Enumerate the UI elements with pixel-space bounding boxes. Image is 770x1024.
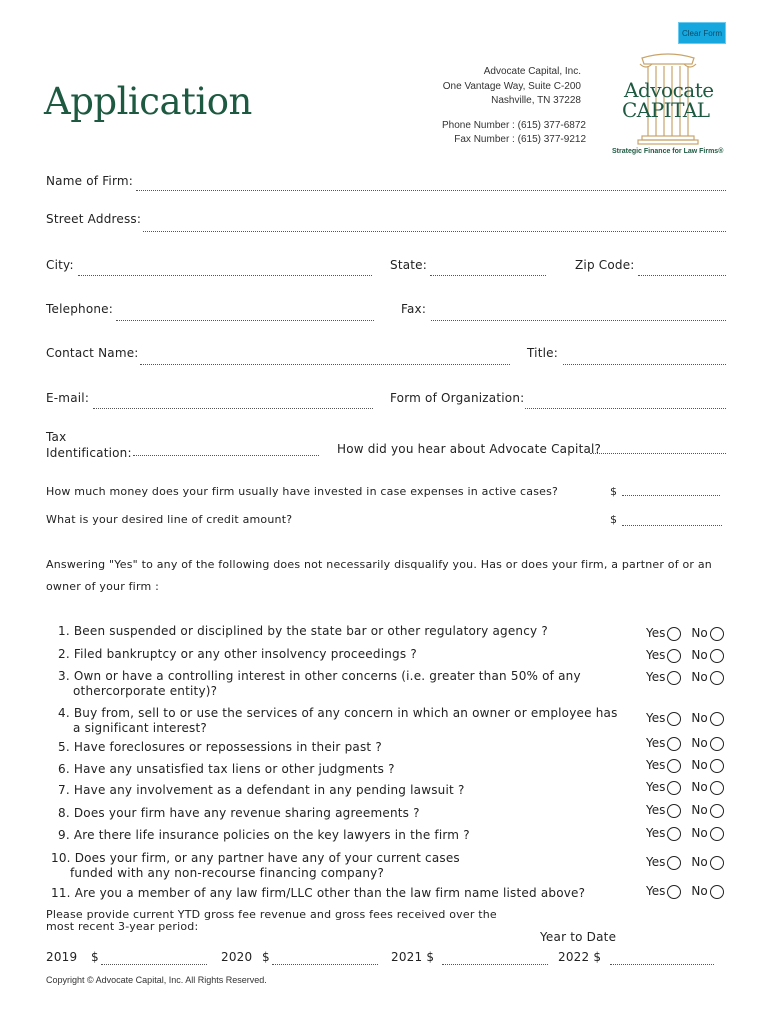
form-of-organization-label: Form of Organization: (390, 391, 525, 405)
question-11-answer (646, 884, 724, 899)
yes-radio[interactable] (667, 712, 681, 726)
revenue-prompt-line2: most recent 3-year period: (46, 920, 199, 933)
question-7-answer (646, 780, 724, 795)
yes-radio[interactable] (667, 804, 681, 818)
copyright-notice: Copyright © Advocate Capital, Inc. All Rights Reserved. (46, 975, 267, 985)
credit-line-question: What is your desired line of credit amount? (46, 513, 293, 526)
question-8-text (58, 806, 420, 821)
no-label: No (691, 780, 708, 794)
year-to-date-label: Year to Date (540, 930, 617, 944)
fax-label: Fax: (401, 302, 427, 316)
year-2021-label: 2021 $ (391, 950, 435, 964)
state-label: State: (390, 258, 428, 272)
question-2-text (58, 647, 417, 662)
question-9-text (58, 828, 470, 843)
invested-question: How much money does your firm usually have invested in case expenses in active cases? (46, 485, 559, 498)
no-radio[interactable] (710, 627, 724, 641)
question-1-text (58, 624, 548, 639)
question-3-line2: othercorporate entity)? (73, 684, 218, 698)
how-did-you-hear-label: How did you hear about Advocate Capital? (337, 442, 602, 456)
question-11-line1: 11. Are you a member of any law firm/LLC other than the law firm name listed above? (51, 886, 586, 900)
revenue-prompt-line1: Please provide current YTD gross fee revenue and gross fees received over the (46, 908, 497, 921)
zip-field[interactable] (638, 275, 726, 276)
no-label: No (691, 884, 708, 898)
yes-label: Yes (646, 648, 666, 662)
yes-label: Yes (646, 826, 666, 840)
no-radio[interactable] (710, 827, 724, 841)
company-address-line1: One Vantage Way, Suite C-200 (442, 81, 581, 92)
clear-form-button[interactable]: Clear Form (678, 22, 726, 44)
no-radio[interactable] (710, 759, 724, 773)
yes-label: Yes (646, 626, 666, 640)
question-8-answer (646, 803, 724, 818)
contact-name-label: Contact Name: (46, 346, 139, 360)
question-2-answer (646, 648, 724, 663)
question-4-answer (646, 711, 724, 726)
no-radio[interactable] (710, 804, 724, 818)
yes-label: Yes (646, 736, 666, 750)
question-5-text (58, 740, 382, 755)
street-field[interactable] (143, 231, 726, 232)
no-radio[interactable] (710, 737, 724, 751)
question-5-answer (646, 736, 724, 751)
city-label: City: (46, 258, 74, 272)
year-2019-label: 2019 (46, 950, 78, 964)
page-title: Application (44, 80, 252, 123)
yes-radio[interactable] (667, 781, 681, 795)
question-10-line1: 10. Does your firm, or any partner have any of your current cases (51, 851, 460, 865)
question-7-text (58, 783, 465, 798)
invested-amount-field[interactable] (622, 495, 720, 496)
question-1-answer (646, 626, 724, 641)
state-field[interactable] (430, 275, 546, 276)
email-field[interactable] (93, 408, 373, 409)
question-1-line1: 1. Been suspended or disciplined by the state bar or other regulatory agency ? (58, 624, 548, 638)
question-2-line1: 2. Filed bankruptcy or any other insolvency proceedings ? (58, 647, 417, 661)
logo-tagline: Strategic Finance for Law Firms® (612, 148, 724, 155)
company-fax: Fax Number : (615) 377-9212 (454, 134, 586, 145)
invested-dollar-sign: $ (610, 485, 618, 498)
email-label: E-mail: (46, 391, 90, 405)
no-radio[interactable] (710, 856, 724, 870)
no-radio[interactable] (710, 671, 724, 685)
yes-label: Yes (646, 803, 666, 817)
no-radio[interactable] (710, 712, 724, 726)
yes-radio[interactable] (667, 885, 681, 899)
yes-radio[interactable] (667, 649, 681, 663)
question-5-line1: 5. Have foreclosures or repossessions in their past ? (58, 740, 382, 754)
question-7-line1: 7. Have any involvement as a defendant in any pending lawsuit ? (58, 783, 465, 797)
no-label: No (691, 758, 708, 772)
revenue-2020-field[interactable] (272, 964, 378, 965)
yes-label: Yes (646, 780, 666, 794)
fax-field[interactable] (431, 320, 726, 321)
no-radio[interactable] (710, 885, 724, 899)
street-label: Street Address: (46, 212, 142, 226)
firm-name-label: Name of Firm: (46, 174, 134, 188)
question-4-line2: a significant interest? (73, 721, 207, 735)
year-2020-dollar: $ (262, 950, 270, 964)
telephone-field[interactable] (116, 320, 374, 321)
revenue-2021-field[interactable] (442, 964, 548, 965)
yes-label: Yes (646, 855, 666, 869)
yes-radio[interactable] (667, 737, 681, 751)
zip-label: Zip Code: (575, 258, 635, 272)
yes-radio[interactable] (667, 856, 681, 870)
logo-text-capital: CAPITAL (622, 98, 710, 122)
yes-radio[interactable] (667, 627, 681, 641)
disqualify-intro-line1: Answering "Yes" to any of the following does not necessarily disqualify you. Has or does your firm, a partner of or an (46, 558, 712, 571)
question-4-text (58, 706, 618, 736)
credit-dollar-sign: $ (610, 513, 618, 526)
question-10-answer (646, 855, 724, 870)
yes-label: Yes (646, 884, 666, 898)
how-did-you-hear-field[interactable] (590, 453, 726, 454)
disqualify-intro-line2: owner of your firm : (46, 580, 159, 593)
tax-id-label-line1: Tax (46, 430, 67, 444)
company-phone: Phone Number : (615) 377-6872 (442, 120, 586, 131)
tax-id-field[interactable] (133, 455, 319, 456)
yes-label: Yes (646, 711, 666, 725)
no-label: No (691, 711, 708, 725)
question-8-line1: 8. Does your firm have any revenue sharing agreements ? (58, 806, 420, 820)
question-4-line1: 4. Buy from, sell to or use the services of any concern in which an owner or employee has (58, 706, 618, 720)
yes-label: Yes (646, 758, 666, 772)
yes-radio[interactable] (667, 759, 681, 773)
question-3-text (58, 669, 581, 699)
year-2019-dollar: $ (91, 950, 99, 964)
no-label: No (691, 736, 708, 750)
city-field[interactable] (78, 275, 372, 276)
no-radio[interactable] (710, 781, 724, 795)
no-radio[interactable] (710, 649, 724, 663)
question-9-answer (646, 826, 724, 841)
year-2020-label: 2020 (221, 950, 253, 964)
logo-text-advocate: Advocate (624, 78, 714, 102)
question-3-answer (646, 670, 724, 685)
question-10-line2: funded with any non-recourse financing company? (70, 866, 385, 880)
yes-radio[interactable] (667, 827, 681, 841)
tax-id-label-line2: Identification: (46, 446, 132, 460)
no-label: No (691, 648, 708, 662)
no-label: No (691, 826, 708, 840)
title-field[interactable] (563, 364, 726, 365)
question-9-line1: 9. Are there life insurance policies on the key lawyers in the firm ? (58, 828, 470, 842)
question-3-line1: 3. Own or have a controlling interest in other concerns (i.e. greater than 50% of any (58, 669, 581, 683)
yes-label: Yes (646, 670, 666, 684)
year-2022-label: 2022 $ (558, 950, 602, 964)
yes-radio[interactable] (667, 671, 681, 685)
credit-amount-field[interactable] (622, 525, 722, 526)
contact-name-field[interactable] (140, 364, 510, 365)
question-6-answer (646, 758, 724, 773)
question-10-text (51, 851, 460, 881)
telephone-label: Telephone: (46, 302, 113, 316)
revenue-2022-field[interactable] (610, 964, 714, 965)
title-label: Title: (527, 346, 558, 360)
no-label: No (691, 670, 708, 684)
form-of-organization-field[interactable] (525, 408, 726, 409)
question-6-text (58, 762, 395, 777)
no-label: No (691, 626, 708, 640)
company-address-line2: Nashville, TN 37228 (491, 95, 581, 106)
question-11-text (51, 886, 585, 901)
no-label: No (691, 855, 708, 869)
revenue-2019-field[interactable] (101, 964, 207, 965)
firm-name-field[interactable] (136, 190, 726, 191)
question-6-line1: 6. Have any unsatisfied tax liens or other judgments ? (58, 762, 395, 776)
no-label: No (691, 803, 708, 817)
advocate-capital-logo (612, 52, 724, 160)
company-name: Advocate Capital, Inc. (483, 66, 581, 77)
